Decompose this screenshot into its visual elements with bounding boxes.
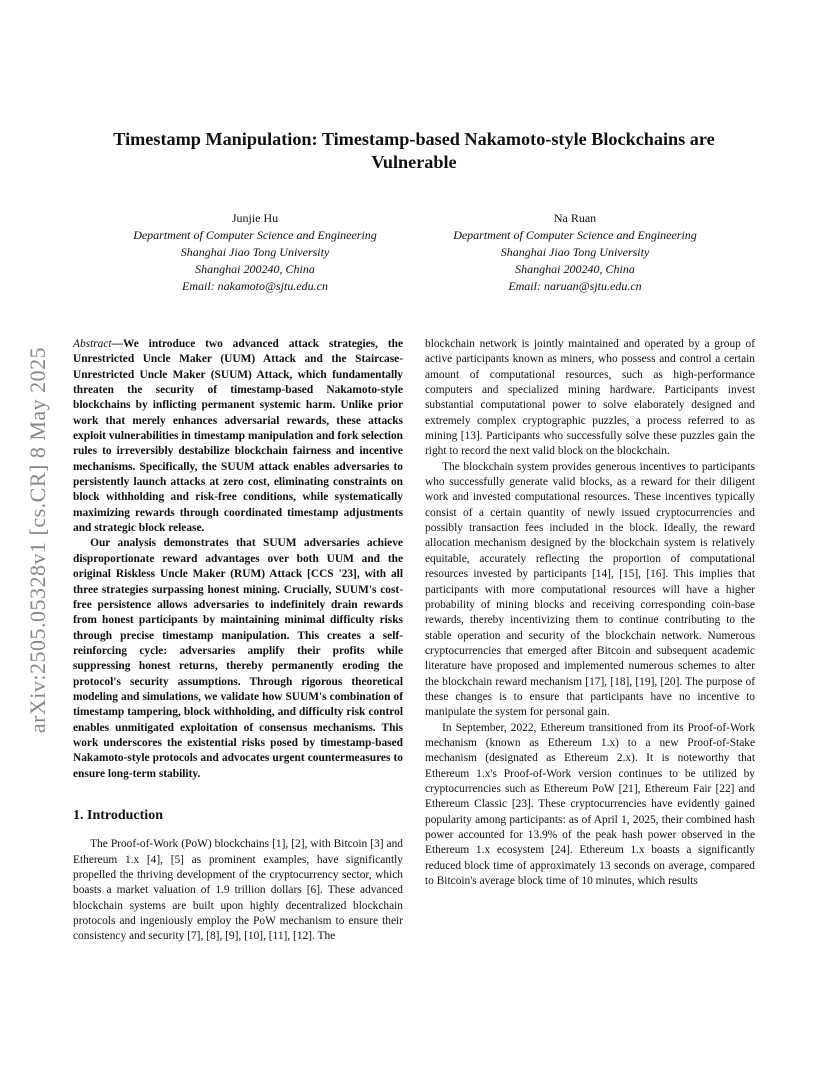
author-name: Junjie Hu: [231, 211, 279, 225]
paper-title: Timestamp Manipulation: Timestamp-based Nakamoto-style Blockchains are Vulnerable: [113, 129, 715, 172]
author-name: Na Ruan: [553, 211, 597, 225]
body-paragraph-3: In September, 2022, Ethereum transitioned from its Proof-of-Work mechanism (known as Ethereum 1.x) to a new Proof-of-Stake mechanism (designated as Ethereum 2.x). It is noteworthy that Ethereum 1.x's Proof-of-Work version continues to be utilized by cryptocurrencies such as Ethereum PoW [21], Ethereum Fair [22] and Ethereum Classic [23]. These cryptocurrencies have evidently gained popularity among participants: as of April 1, 2025, their combined hash power accounted for 13.9% of the peak hash power observed in the Ethereum 1.x ecosystem [24]. Ethereum 1.x boasts a significantly reduced block time of approximately 13 seconds on average, compared to Bitcoin's average block time of 10 minutes, which results: [425, 721, 755, 888]
author-univ: Shanghai Jiao Tong University: [500, 245, 650, 259]
section-heading: 1. Introduction: [73, 807, 163, 823]
arxiv-sidebar: [18, 300, 58, 780]
left-column: [73, 337, 403, 945]
author-block-1: [115, 210, 395, 295]
body-paragraph-2: The blockchain system provides generous incentives to participants who successfully generate valid blocks, as a reward for their diligent work and invested computational resources. These incentives typically consist of a certain quantity of newly issued cryptocurrencies and possibly transaction fees included in the block. Ideally, the reward allocation mechanism designed by the blockchain system is relatively equitable, accurately reflecting the proportion of computational resources invested by participants [14], [15], [16]. This implies that participants with more computational resources will have a higher probability of mining blocks and receiving corresponding coin-base rewards, thereby incentivizing them to continue contributing to the stable operation and security of the blockchain network. Numerous cryptocurrencies that emerged after Bitcoin and subsequent academic literature have proposed and implemented numerous schemes to alter the blockchain reward mechanism [17], [18], [19], [20]. The purpose of these changes is to ensure that participants have no incentive to manipulate the system for personal gain.: [425, 460, 755, 719]
intro-paragraph-1: The Proof-of-Work (PoW) blockchains [1], [2], with Bitcoin [3] and Ethereum 1.x [4], [5] as prominent examples, have significantly propelled the thriving development of the cryptocurrency sector, which boasts a market valuation of 1.9 trillion dollars [6]. These advanced blockchain systems are built upon highly decentralized blockchain protocols and ingeniously employ the PoW mechanism to ensure their consistency and security [7], [8], [9], [10], [11], [12]. The: [73, 838, 403, 943]
abstract-paragraph-2: Our analysis demonstrates that SUUM adversaries achieve disproportionate reward advantages over both UUM and the original Riskless Uncle Maker (RUM) Attack [CCS '23], with all three strategies surpassing honest mining. Crucially, SUUM's cost-free persistence allows adversaries to indefinitely drain rewards from honest participants by maintaining minimal difficulty risks through precise timestamp manipulation. This creates a self-reinforcing cycle: adversaries amplify their profits while suppressing honest returns, thereby permanently eroding the protocol's security assumptions. Through rigorous theoretical modeling and simulations, we validate how SUUM's combination of timestamp tampering, block withholding, and difficulty risk control enables unmitigated exploitation of consensus mechanisms. This work underscores the existential risks posed by timestamp-based Nakamoto-style protocols and advocates urgent countermeasures to ensure long-term stability.: [73, 537, 403, 780]
author-block-2: [432, 210, 718, 295]
arxiv-id: arXiv:2505.05328v1 [cs.CR] 8 May 2025: [25, 346, 50, 734]
author-city: Shanghai 200240, China: [515, 262, 635, 276]
abstract-label: Abstract: [73, 338, 112, 350]
body-paragraph-1: blockchain network is jointly maintained and operated by a group of active participants known as miners, who possess and control a certain amount of computational resources, such as high-performance computers and specialized mining hardware. Participants invest substantial computational power to solve elaborately designed and extremely complex cryptographic puzzles, a process referred to as mining [13]. Participants who successfully solve these puzzles gain the right to record the next valid block on the blockchain.: [425, 338, 755, 458]
author-email: Email: naruan@sjtu.edu.cn: [508, 279, 642, 293]
right-column: [425, 337, 755, 889]
abstract-paragraph-1: Abstract—We introduce two advanced attack strategies, the Unrestricted Uncle Maker (UUM) Attack and the Staircase-Unrestricted Uncle Maker (SUUM) Attack, which fundamentally threaten the security of timestamp-based Nakamoto-style blockchains by inflicting permanent systemic harm. Unlike prior work that merely enhances adversarial rewards, these attacks exploit vulnerabilities in timestamp manipulation and fork selection rules to irreversibly destabilize blockchain fairness and incentive mechanisms. Specifically, the SUUM attack enables adversaries to persistently launch attacks at zero cost, eliminating constraints on block withholding and risk-free conditions, while systematically maximizing rewards through coordinated timestamp adjustments and strategic block release.: [73, 338, 403, 535]
author-dept: Department of Computer Science and Engineering: [453, 228, 697, 242]
author-city: Shanghai 200240, China: [195, 262, 315, 276]
author-email: Email: nakamoto@sjtu.edu.cn: [181, 279, 328, 293]
author-dept: Department of Computer Science and Engineering: [133, 228, 377, 242]
author-univ: Shanghai Jiao Tong University: [180, 245, 330, 259]
abstract-text-1: We introduce two advanced attack strategies, the Unrestricted Uncle Maker (UUM) Attack and the Staircase-Unrestricted Uncle Maker (SUUM) Attack, which fundamentally threaten the security of timestamp-based Nakamoto-style blockchains by inflicting permanent systemic harm. Unlike prior work that merely enhances adversarial rewards, these attacks exploit vulnerabilities in timestamp manipulation and fork selection rules to irreversibly destabilize blockchain fairness and incentive mechanisms. Specifically, the SUUM attack enables adversaries to persistently launch attacks at zero cost, eliminating constraints on block withholding and risk-free conditions, while systematically maximizing rewards through coordinated timestamp adjustments and strategic block release.: [73, 338, 403, 535]
